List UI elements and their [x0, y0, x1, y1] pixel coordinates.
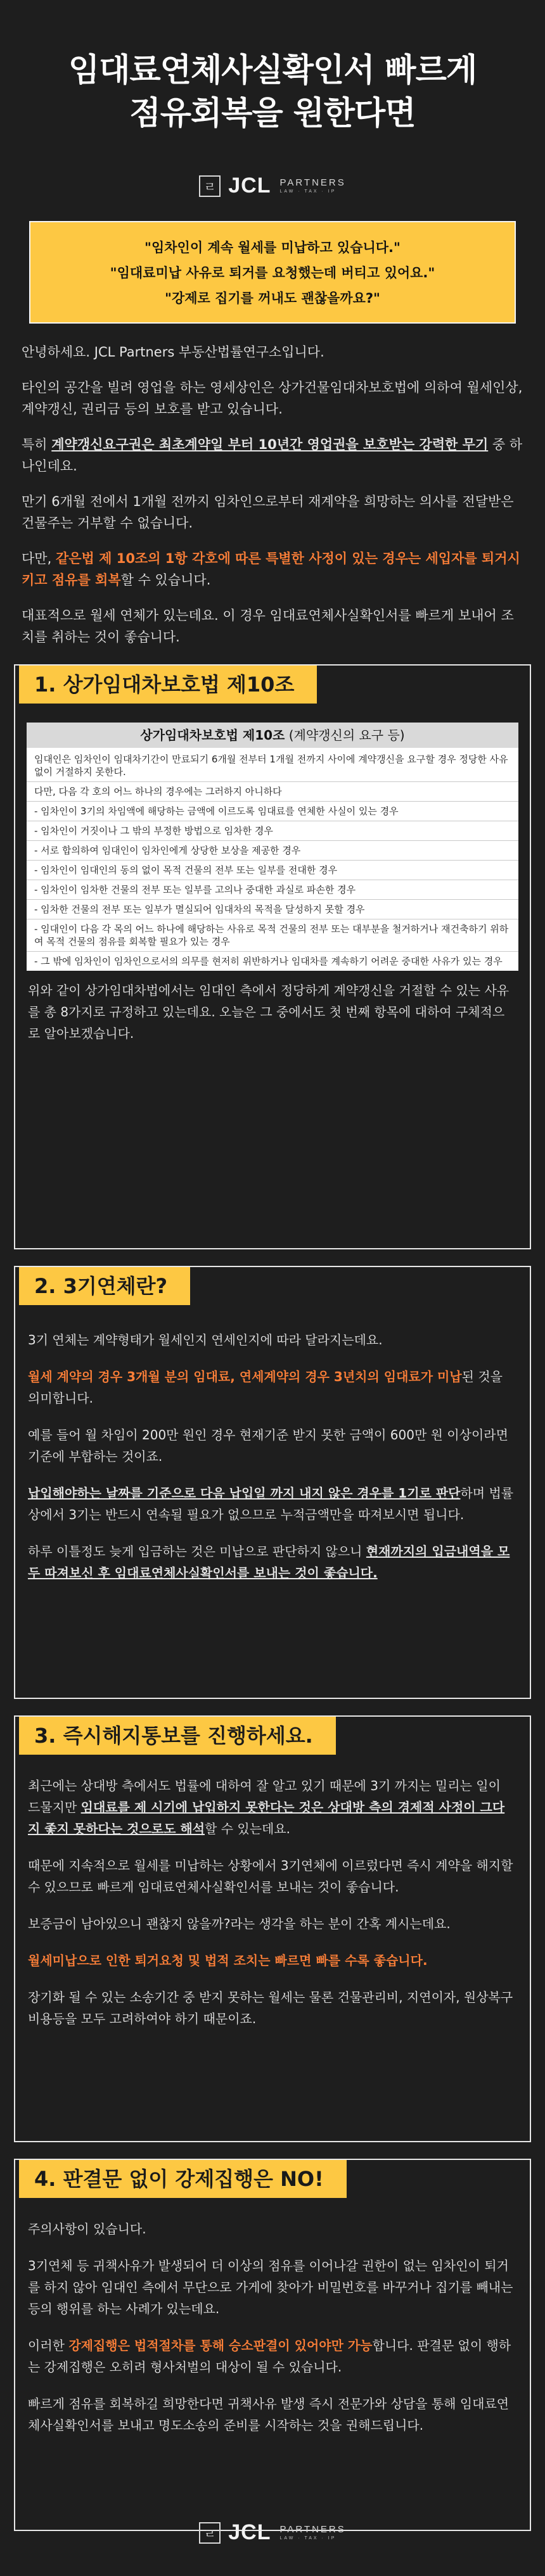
section-heading: 1. 상가임대차보호법 제10조 — [19, 666, 317, 704]
law-line: - 임차인이 거짓이나 그 밖의 부정한 방법으로 임차한 경우 — [27, 821, 518, 840]
text: 할 수 있는데요. — [205, 1821, 291, 1836]
brand-sub — [279, 178, 345, 194]
highlight-text: 월세 계약의 경우 3개월 분의 임대료, 연세계약의 경우 3년치의 임대료가 미납 — [28, 1369, 462, 1384]
section-1 — [14, 664, 531, 1249]
title-line-2: 점유회복을 원한다면 — [129, 95, 416, 132]
quote-1: "임차인이 계속 월세를 미납하고 있습니다." — [144, 240, 401, 255]
quote-box — [29, 221, 516, 324]
section-paragraph: 위와 같이 상가임대차법에서는 임대인 측에서 정당하게 계약갱신을 거절할 수 있는 사유를 총 8가지로 규정하고 있는데요. 오늘은 그 중에서도 첫 번째 항목에 대하여 구체적으로 알아보겠습니다. — [28, 983, 510, 1041]
text: 할 수 있습니다. — [120, 572, 211, 588]
law-text-box — [27, 723, 518, 971]
section-paragraph: 빠르게 점유를 회복하길 희망한다면 귀책사유 발생 즉시 전문가와 상담을 통해 임대료연체사실확인서를 보내고 명도소송의 준비를 시작하는 것을 권해드립니다. — [28, 2396, 510, 2433]
text: 특히 — [22, 437, 52, 452]
intro-paragraph: 만기 6개월 전에서 1개월 전까지 임차인으로부터 재계약을 희망하는 의사를 전달받은 건물주는 거부할 수 없습니다. — [22, 494, 514, 531]
section-paragraph: 장기화 될 수 있는 소송기간 중 받지 못하는 월세는 물론 건물관리비, 지연이자, 원상복구 비용등을 모두 고려하여야 하기 때문이죠. — [28, 1990, 513, 2026]
law-line: - 그 밖에 임차인이 임차인으로서의 의무를 현저히 위반하거나 임대차를 계속하기 어려운 중대한 사유가 있는 경우 — [27, 951, 518, 971]
section-paragraph: 예를 들어 월 차임이 200만 원인 경우 현재기준 받지 못한 금액이 600만 원 이상이라면 기준에 부합하는 것이죠. — [28, 1427, 508, 1464]
text: 합니다. 판결문 없이 행하는 강제집행은 오히려 형사처벌의 대상이 될 수 있습니다. — [28, 2338, 511, 2375]
section-body — [15, 2160, 530, 2436]
section-4 — [14, 2159, 531, 2531]
intro-paragraph — [22, 434, 523, 477]
intro-greeting: 안녕하세요. JCL Partners 부동산법률연구소입니다. — [22, 344, 324, 360]
law-line: - 임차한 건물의 전부 또는 일부가 멸실되어 임대차의 목적을 달성하지 못할 경우 — [27, 899, 518, 919]
intro-paragraph: 타인의 공간을 빌려 영업을 하는 영세상인은 상가건물임대차보호법에 의하여 월세인상, 계약갱신, 권리금 등의 보호를 받고 있습니다. — [22, 380, 523, 417]
page-title — [0, 0, 545, 136]
brand-name: JCL — [228, 174, 271, 198]
law-line: 다만, 다음 각 호의 어느 하나의 경우에는 그러하지 아니하다 — [27, 781, 518, 801]
section-paragraph — [28, 1541, 515, 1584]
section-heading: 2. 3기연체란? — [19, 1267, 190, 1305]
law-line: - 임차인이 임차한 건물의 전부 또는 일부를 고의나 중대한 과실로 파손한 경우 — [27, 880, 518, 899]
brand-name: JCL — [228, 2520, 271, 2544]
text: 이러한 — [28, 2338, 69, 2353]
section-body — [15, 666, 530, 1044]
law-line: - 임차인이 임대인의 동의 없이 목적 건물의 전부 또는 일부를 전대한 경우 — [27, 860, 518, 880]
section-paragraph — [28, 2335, 515, 2378]
emphasis-text: 임대료를 제 시기에 납입하지 못한다는 것은 상대방 측의 경제적 사정이 그다지 좋지 못하다는 것으로도 해석 — [28, 1800, 505, 1836]
section-heading: 4. 판결문 없이 강제집행은 NO! — [19, 2160, 347, 2198]
brand-partners: PARTNERS — [279, 2524, 346, 2535]
intro-paragraph: 대표적으로 월세 연체가 있는데요. 이 경우 임대료연체사실확인서를 빠르게 보내어 조치를 취하는 것이 좋습니다. — [22, 608, 514, 645]
intro-paragraph — [22, 548, 523, 591]
section-paragraph: 3기연체 등 귀책사유가 발생되어 더 이상의 점유를 이어나갈 권한이 없는 임차인이 퇴거를 하지 않아 임대인 측에서 무단으로 가게에 찾아가 비밀번호를 바꾸거나 집기를 빼내는 등의 행위를 하는 사례가 있는데요. — [28, 2258, 513, 2316]
law-line: - 임대인이 다음 각 목의 어느 하나에 해당하는 사유로 목적 건물의 전부 또는 대부분을 철거하거나 재건축하기 위하여 목적 건물의 점유를 회복할 필요가 있는 경우 — [27, 919, 518, 951]
emphasis-text: 현재까지의 입금내역을 모두 따져보신 후 임대료연체사실확인서를 보내는 것이 좋습니다. — [28, 1544, 510, 1581]
text: 된 것을 의미합니다. — [28, 1369, 503, 1406]
brand-tagline: LAW · TAX · IP — [279, 189, 337, 194]
text: 다만, — [22, 551, 56, 566]
brand-partners: PARTNERS — [279, 177, 346, 188]
quote-2: "임대료미납 사유로 퇴거를 요청했는데 버티고 있어요." — [110, 265, 435, 281]
law-line: 임대인은 임차인이 임대차기간이 만료되기 6개월 전부터 1개월 전까지 사이에 계약갱신을 요구할 경우 정당한 사유 없이 거절하지 못한다. — [34, 754, 508, 778]
section-3 — [14, 1715, 531, 2142]
law-title — [27, 723, 518, 748]
law-title-sub: (계약갱신의 요구 등) — [285, 728, 405, 743]
section-paragraph: 3기 연체는 계약형태가 월세인지 연세인지에 따라 달라지는데요. — [28, 1332, 383, 1348]
emphasis-text: 계약갱신요구권은 최초계약일 부터 10년간 영업권을 보호받는 강력한 무기 — [51, 437, 489, 452]
text: 하루 이틀정도 늦게 입금하는 것은 미납으로 판단하지 않으니 — [28, 1544, 366, 1559]
text: 최근에는 상대방 측에서도 법률에 대하여 잘 알고 있기 때문에 3기 까지는 밀리는 일이 드물지만 — [28, 1778, 501, 1815]
quote-3: "강제로 집기를 꺼내도 괜찮을까요?" — [165, 291, 380, 306]
section-body — [15, 1717, 530, 2030]
section-heading: 3. 즉시해지통보를 진행하세요. — [19, 1717, 336, 1755]
logo-mark-icon: ㄹ — [199, 2522, 221, 2544]
brand-tagline: LAW · TAX · IP — [279, 2536, 337, 2541]
law-line: - 서로 합의하여 임대인이 임차인에게 상당한 보상을 제공한 경우 — [27, 840, 518, 860]
section-paragraph: 주의사항이 있습니다. — [28, 2221, 146, 2237]
section-paragraph: 때문에 지속적으로 월세를 미납하는 상황에서 3기연체에 이르렀다면 즉시 계약을 해지할 수 있으므로 빠르게 임대료연체사실확인서를 보내는 것이 좋습니다. — [28, 1858, 513, 1895]
section-paragraph — [28, 1366, 515, 1409]
section-paragraph — [28, 1775, 515, 1840]
footer — [0, 2520, 545, 2545]
highlight-text: 같은법 제 10조의 1항 각호에 따른 특별한 사정이 있는 경우는 세입자를 퇴거시키고 점유를 회복 — [22, 551, 520, 588]
brand-sub — [279, 2525, 345, 2541]
intro — [22, 341, 523, 648]
emphasis-text: 납입해야하는 날짜를 기준으로 다음 납입일 까지 내지 않은 경우를 1기로 판단 — [28, 1486, 461, 1501]
section-paragraph: 보증금이 남아있으니 괜찮지 않을까?라는 생각을 하는 분이 간혹 계시는데요. — [28, 1916, 451, 1931]
highlight-text: 강제집행은 법적절차를 통해 승소판결이 있어야만 가능 — [68, 2338, 373, 2353]
title-line-1: 임대료연체사실확인서 빠르게 — [68, 52, 477, 89]
brand-logo — [0, 174, 545, 198]
section-paragraph: 월세미납으로 인한 퇴거요청 및 법적 조치는 빠르면 빠를 수록 좋습니다. — [28, 1953, 428, 1968]
section-paragraph — [28, 1482, 515, 1525]
law-line: - 임차인이 3기의 차임액에 해당하는 금액에 이르도록 임대료를 연체한 사실이 있는 경우 — [27, 801, 518, 821]
section-body — [15, 1267, 530, 1584]
section-2 — [14, 1266, 531, 1699]
law-title-main: 상가임대차보호법 제10조 — [140, 728, 285, 743]
text: 하며 법률상에서 3기는 반드시 연속될 필요가 없으므로 누적금액만을 따져보시면 됩니다. — [28, 1486, 514, 1522]
footer-brand-logo — [199, 2520, 346, 2545]
text: 중 하나인데요. — [22, 437, 523, 474]
logo-mark-icon: ㄹ — [199, 175, 221, 197]
